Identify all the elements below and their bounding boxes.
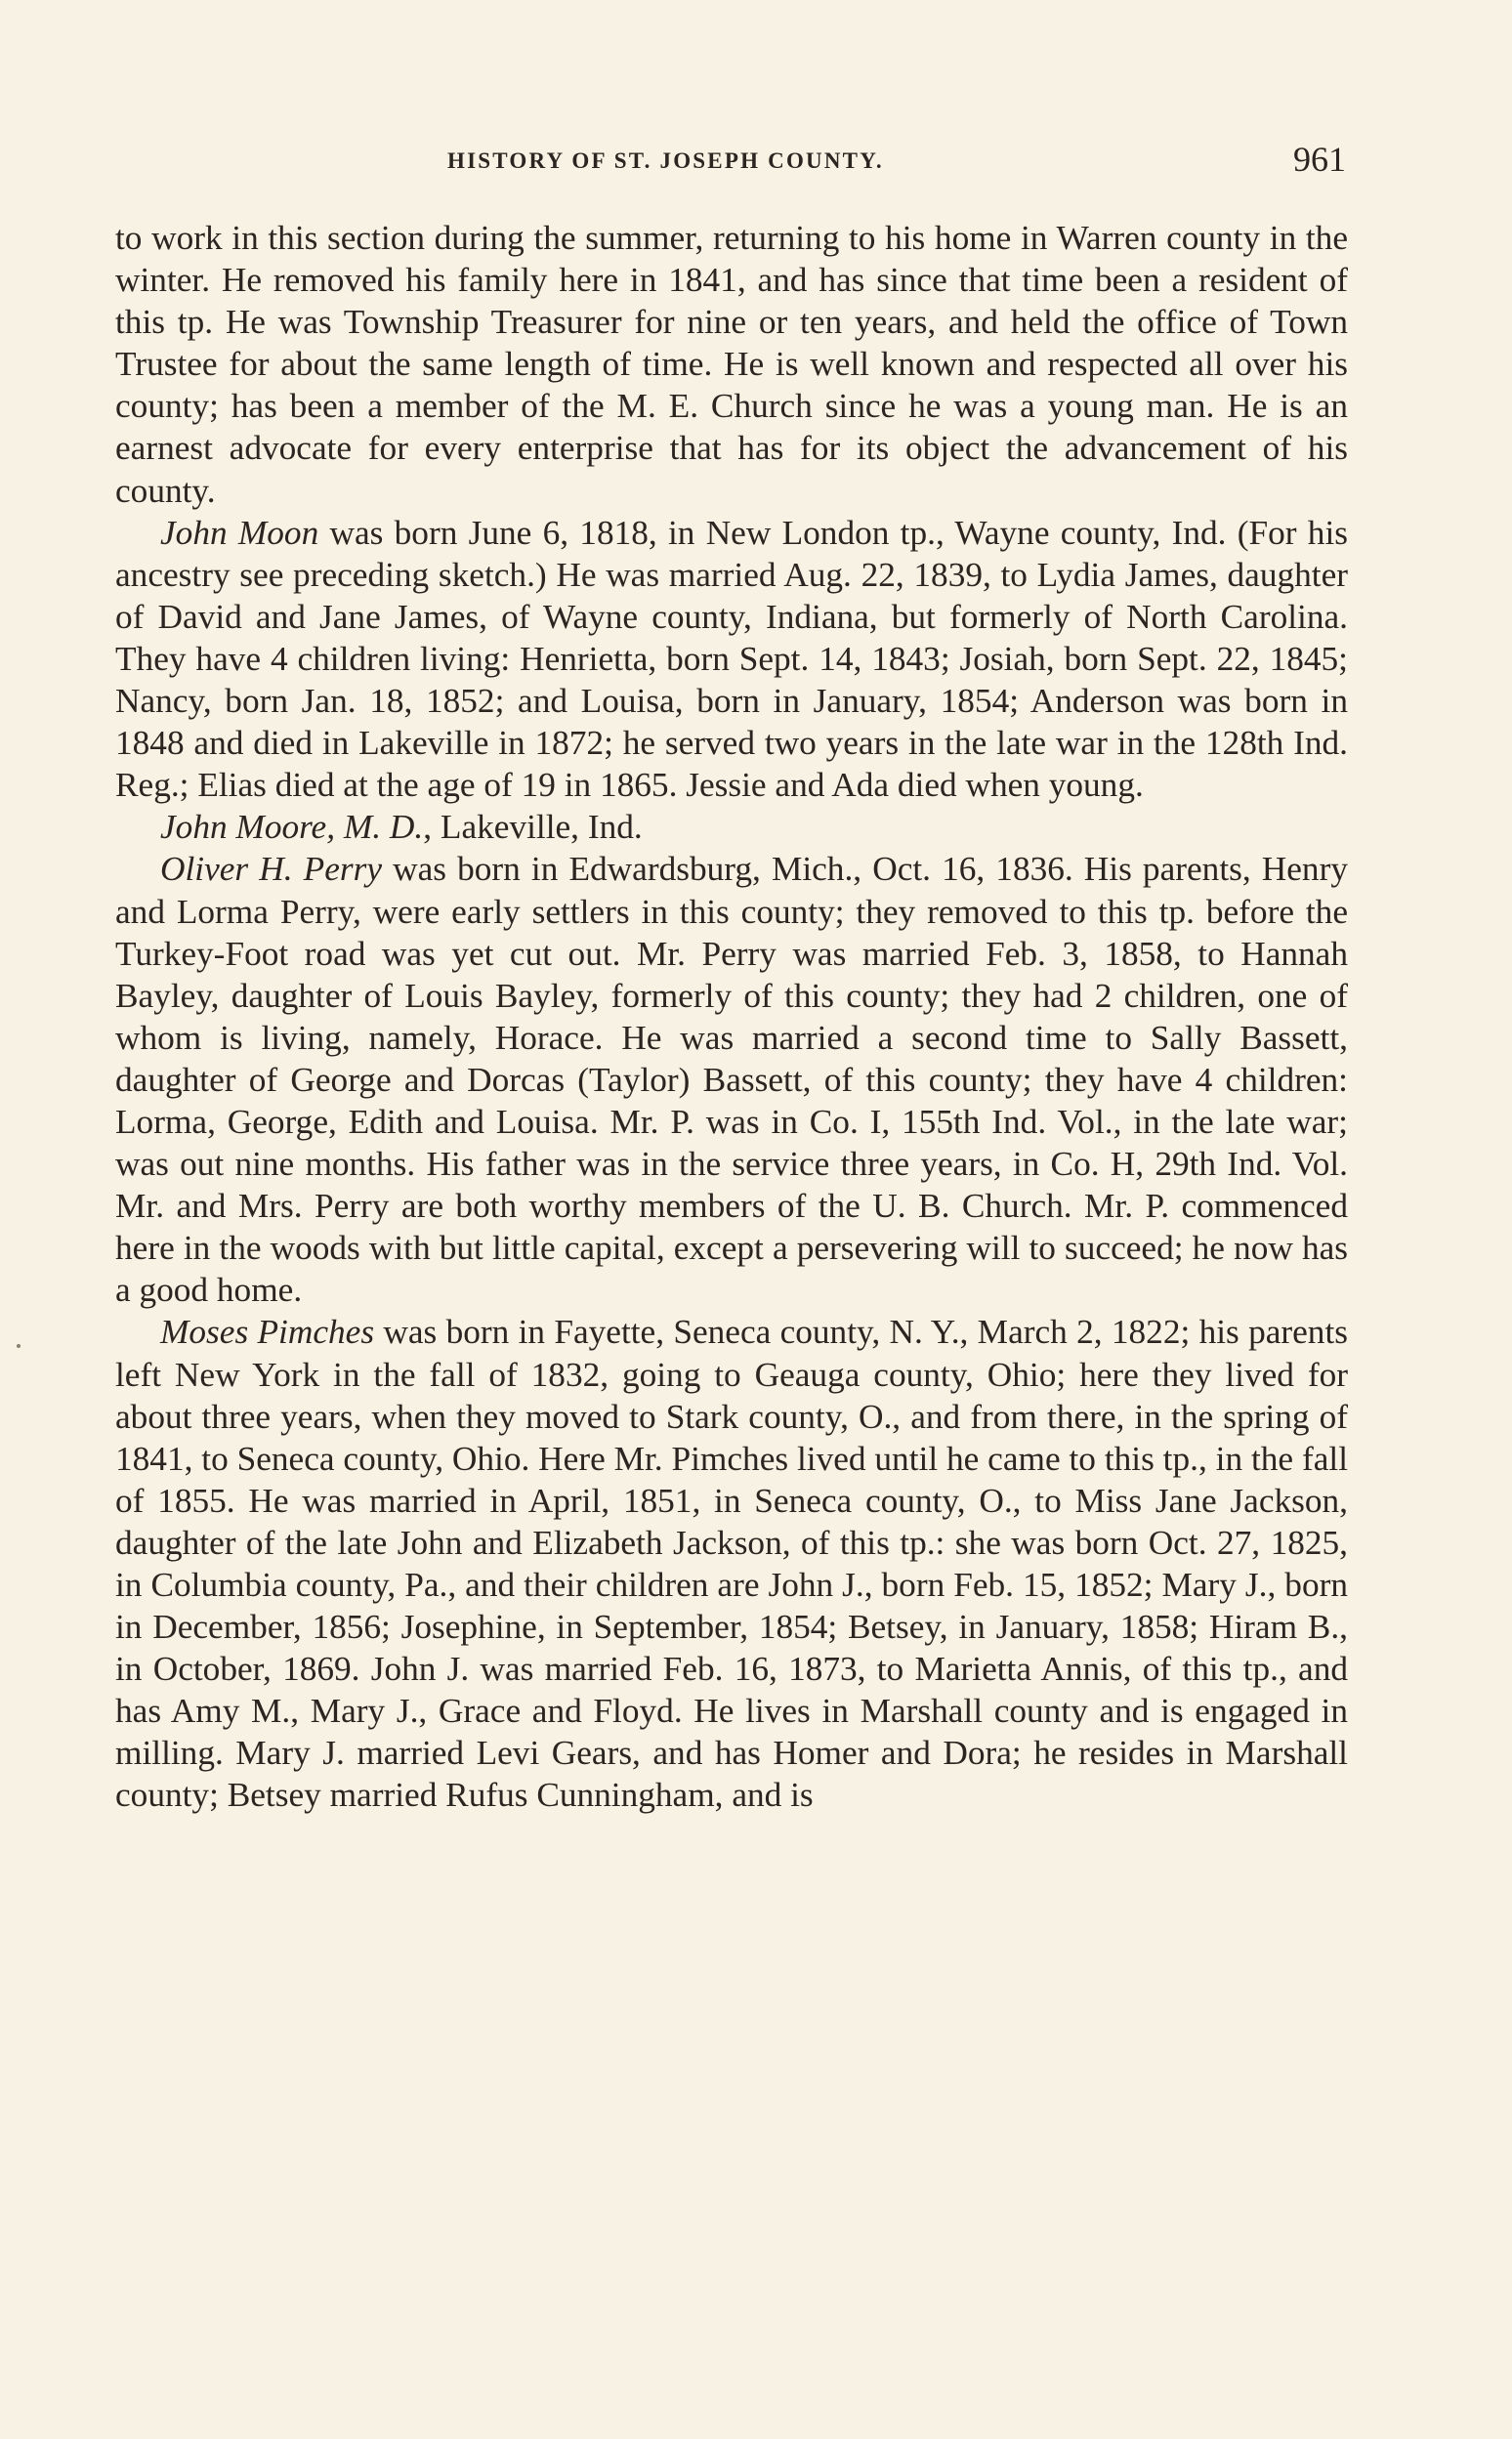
paragraph-continuation [115,217,1348,512]
paragraph-oliver-perry [115,848,1348,1311]
running-head-title: HISTORY OF ST. JOSEPH COUNTY. [447,148,884,173]
person-name: Moses Pimches [160,1313,375,1352]
paragraph-john-moon [115,512,1348,807]
person-name: John Moon [160,513,319,552]
paragraph-moses-pimches [115,1311,1348,1816]
paragraph-text: was born June 6, 1818, in New London tp., Wayne county, Ind. (For his ancestry see preceding sketch.) He was married Aug. 22, 1839, to Lydia James, daughter of David and Jane James, of Wayne county, Indiana, but formerly of North Carolina. They have 4 children living: Henrietta, born Sept. 14, 1843; Josiah, born Sept. 22, 1845; Nancy, born Jan. 18, 1852; and Louisa, born in January, 1854; Anderson was born in 1848 and died in Lakeville in 1872; he served two years in the late war in the 128th Ind. Reg.; Elias died at the age of 19 in 1865. Jessie and Ada died when young. [115,513,1348,805]
page-number: 961 [1293,140,1346,179]
paragraph-text: was born in Edwardsburg, Mich., Oct. 16, 1836. His parents, Henry and Lorma Perry, were early settlers in this county; they removed to this tp. before the Turkey-Foot road was yet cut out. Mr. Perry was married Feb. 3, 1858, to Hannah Bayley, daughter of Louis Bayley, formerly of this county; they had 2 children, one of whom is living, namely, Horace. He was married a second time to Sally Bassett, daughter of George and Dorcas (Taylor) Bassett, of this county; they have 4 children: Lorma, George, Edith and Louisa. Mr. P. was in Co. I, 155th Ind. Vol., in the late war; was out nine months. His father was in the service three years, in Co. H, 29th Ind. Vol. Mr. and Mrs. Perry are both worthy members of the U. B. Church. Mr. P. commenced here in the woods with but little capital, except a persevering will to succeed; he now has a good home. [115,850,1348,1310]
paragraph-text: was born in Fayette, Seneca county, N. Y., March 2, 1822; his parents left New York in the fall of 1832, going to Geauga county, Ohio; here they lived for about three years, when they moved to Stark county, O., and from there, in the spring of 1841, to Seneca county, Ohio. Here Mr. Pimches lived until he came to this tp., in the fall of 1855. He was married in April, 1851, in Seneca county, O., to Miss Jane Jackson, daughter of the late John and Elizabeth Jackson, of this tp.: she was born Oct. 27, 1825, in Columbia county, Pa., and their children are John J., born Feb. 15, 1852; Mary J., born in December, 1856; Josephine, in September, 1854; Betsey, in January, 1858; Hiram B., in October, 1869. John J. was married Feb. 16, 1873, to Marietta Annis, of this tp., and has Amy M., Mary J., Grace and Floyd. He lives in Marshall county and is engaged in milling. Mary J. married Levi Gears, and has Homer and Dora; he resides in Marshall county; Betsey married Rufus Cunningham, and is [115,1313,1348,1815]
running-head [115,139,1348,182]
person-name: Oliver H. Perry [160,850,383,889]
body-text [115,217,1348,1817]
paragraph-john-moore [115,806,1348,848]
paper-speck [17,1344,21,1348]
person-name: John Moore, M. D. [160,808,424,847]
paragraph-text: to work in this section during the summer, returning to his home in Warren county in the winter. He removed his family here in 1841, and has since that time been a resident of this tp. He was Township Treasurer for nine or ten years, and held the office of Town Trustee for about the same length of time. He is well known and respected all over his county; has been a member of the M. E. Church since he was a young man. He is an earnest advocate for every enterprise that has for its object the advancement of his county. [115,219,1348,510]
paragraph-text: , Lakeville, Ind. [423,808,643,847]
